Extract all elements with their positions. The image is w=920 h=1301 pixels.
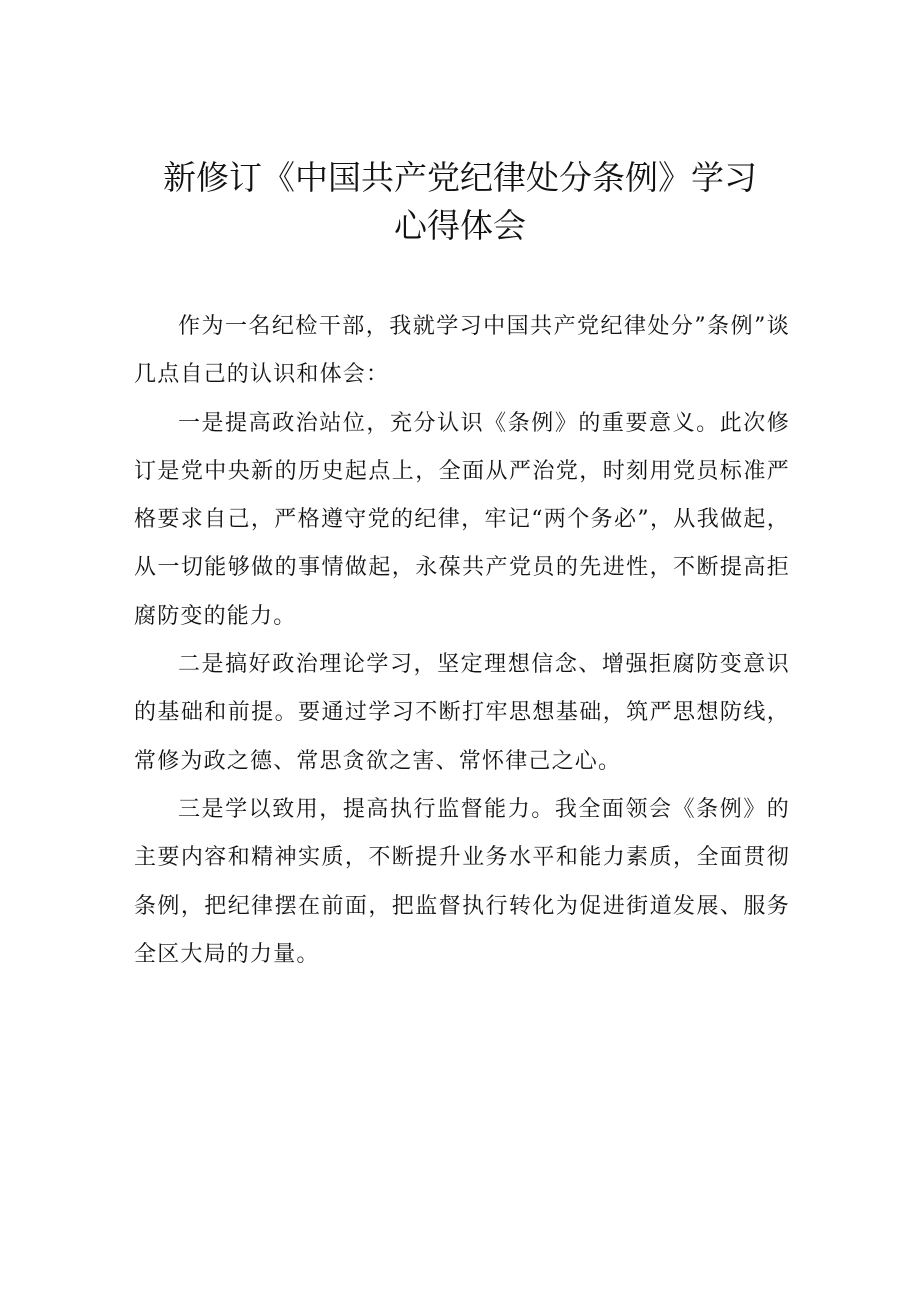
document-title: [0, 154, 920, 250]
paragraph-point-2: 二是搞好政治理论学习，坚定理想信念、增强拒腐防变意识的基础和前提。要通过学习不断打牢思想基础，筑严思想防线，常修为政之德、常思贪欲之害、常怀律己之心。: [134, 652, 790, 774]
title-line-1: 新修订《中国共产党纪律处分条例》学习: [163, 158, 757, 197]
paragraph-point-1: 一是提高政治站位，充分认识《条例》的重要意义。此次修订是党中央新的历史起点上，全面从严治党，时刻用党员标准严格要求自己，严格遵守党的纪律，牢记“两个务必”，从我做起，从一切能够做的事情做起，永葆共产党员的先进性，不断提高拒腐防变的能力。: [134, 410, 790, 629]
title-line-2: 心得体会: [394, 206, 526, 245]
document-body: [134, 303, 790, 979]
paragraph-point-3: 三是学以致用，提高执行监督能力。我全面领会《条例》的主要内容和精神实质，不断提升业务水平和能力素质，全面贯彻条例，把纪律摆在前面，把监督执行转化为促进街道发展、服务全区大局的力量。: [134, 796, 790, 967]
paragraph-intro: 作为一名纪检干部，我就学习中国共产党纪律处分”条例”谈几点自己的认识和体会：: [134, 314, 790, 388]
